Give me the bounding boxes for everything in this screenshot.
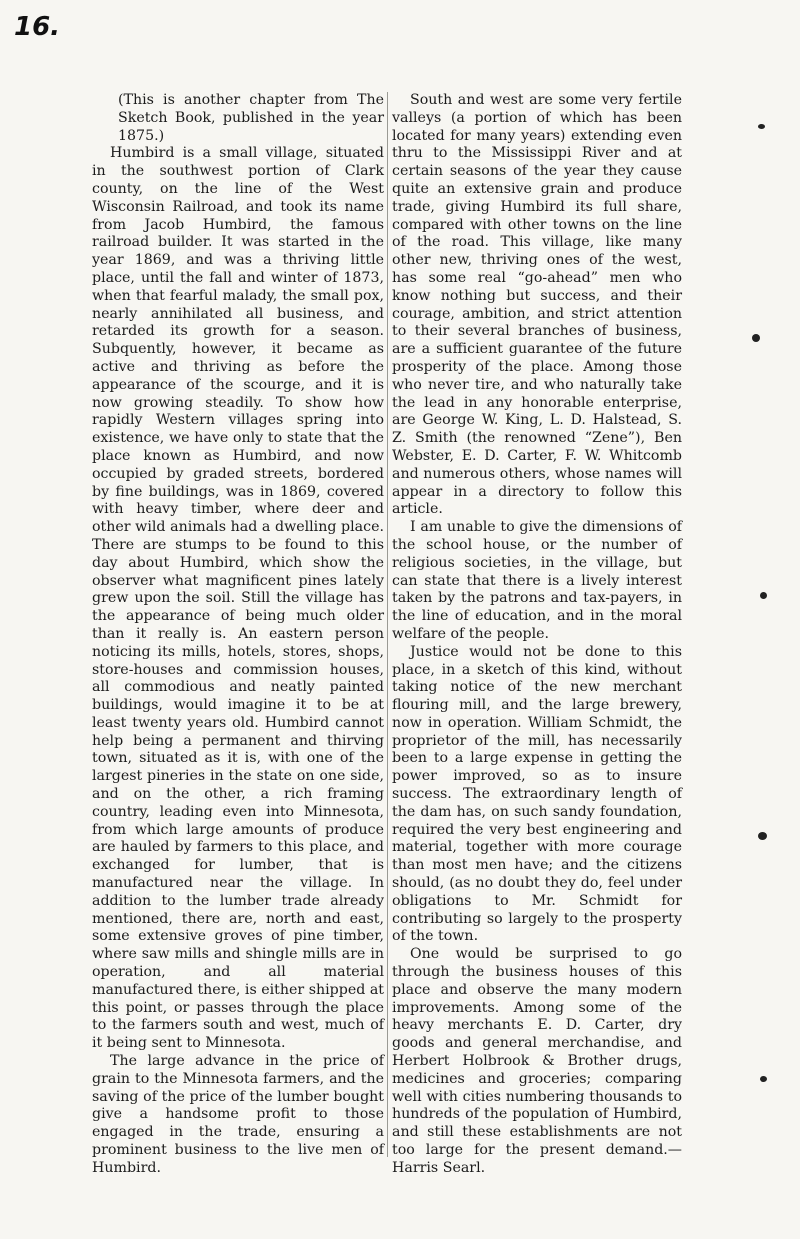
paragraph-humbird-history: Humbird is a small village, situated in the southwest portion of Clark county, on the line of the West Wisconsin Railroad, and took its name from Jacob Humbird, the famous railroad builder. It was started in the year 1869, and was a thriving little place, until the fall and winter of 1873, when that fearful malady, the small pox, nearly annihilated all business, and retarded its growth for a season. Subquently, however, it became as active and thriving as before the appearance of the scourge, and it is now growing steadily. To show how rapidly Western villages spring into existence, we have only to state that the place known as Humbird, and now occupied by graded streets, bordered by fine buildings, was in 1869, covered with heavy timber, where deer and other wild animals had a dwelling place. There are stumps to be found to this day about Humbird, which show the observer what magnificent pines lately grew upon the soil. Still the village has the appearance of being much older than it really is. An eastern person noticing its mills, hotels, stores, shops, store-houses and commission houses, all commodious and neatly painted buildings, would imagine it to be at least twenty years old. Humbird cannot help being a permanent and thirving town, situated as it is, with one of the largest pineries in the state on one side, and on the other, a rich framing country, leading even into Minnesota, from which large amounts of produce are hauled by farmers to this place, and exchanged for lumber, that is manufactured near the village. In addition to the lumber trade already mentioned, there are, north and east, some extensive groves of pine timber, where saw mills and shingle mills are in operation, and all material manufactured there, is either shipped at this point, or passes through the place to the farmers south and west, much of it being sent to Minnesota. [92, 145, 384, 1052]
right-column [392, 92, 682, 1178]
ink-speck [758, 124, 765, 129]
ink-speck [760, 1076, 767, 1082]
left-column [92, 92, 384, 1178]
paragraph-school: I am unable to give the dimensions of the school house, or the number of religious societies, in the village, but can state that there is a lively interest taken by the patrons and tax-payers, in the line of education, and in the moral welfare of the people. [392, 519, 682, 642]
ink-speck [760, 592, 767, 599]
paragraph-business-houses: One would be surprised to go through the business houses of this place and observe the many modern improvements. Among some of the heavy merchants E. D. Carter, dry goods and general merchandise, and Herbert Holbrook & Brother drugs, medicines and groceries; comparing well with cities numbering thousands to hundreds of the population of Humbird, and still these establishments are not too large for the present demand.—Harris Searl. [392, 946, 682, 1176]
paragraph-flouring-mill: Justice would not be done to this place, in a sketch of this kind, without taking notice of the new merchant flouring mill, and the large brewery, now in operation. William Schmidt, the proprietor of the mill, has necessarily been to a large expense in getting the power improved, so as to insure success. The extraordinary length of the dam has, on such sandy foundation, required the very best engineering and material, together with more courage than most men have; and the citizens should, (as no doubt they do, feel under obligations to Mr. Schmidt for contributing so largely to the prosperty of the town. [392, 643, 682, 945]
paragraph-valleys-and-merchants: South and west are some very fertile valleys (a portion of which has been located for many years) extending even thru to the Mississippi River and at certain seasons of the year they cause quite an extensive grain and produce trade, giving Humbird its full share, compared with other towns on the line of the road. This village, like many other new, thriving ones of the west, has some real “go-ahead” men who know nothing but success, and their courage, ambition, and strict attention to their several branches of business, are a sufficient guarantee of the future prosperity of the place. Among those who never tire, and who naturally take the lead in any honorable enterprise, are George W. King, L. D. Halstead, S. Z. Smith (the renowned “Zene”), Ben Webster, E. D. Carter, F. W. Whitcomb and numerous others, whose names will appear in a directory to follow this article. [392, 92, 682, 518]
paragraph-grain-price: The large advance in the price of grain to the Minnesota farmers, and the saving of the price of the lumber bought give a handsome profit to those engaged in the trade, ensuring a prominent business to the live men of Humbird. [92, 1053, 384, 1176]
page-number: 16. [14, 12, 61, 42]
column-rule [387, 92, 388, 1157]
intro-note: (This is another chapter from The Sketch Book, published in the year 1875.) [118, 92, 384, 144]
ink-speck [758, 832, 767, 840]
ink-speck [752, 334, 760, 342]
